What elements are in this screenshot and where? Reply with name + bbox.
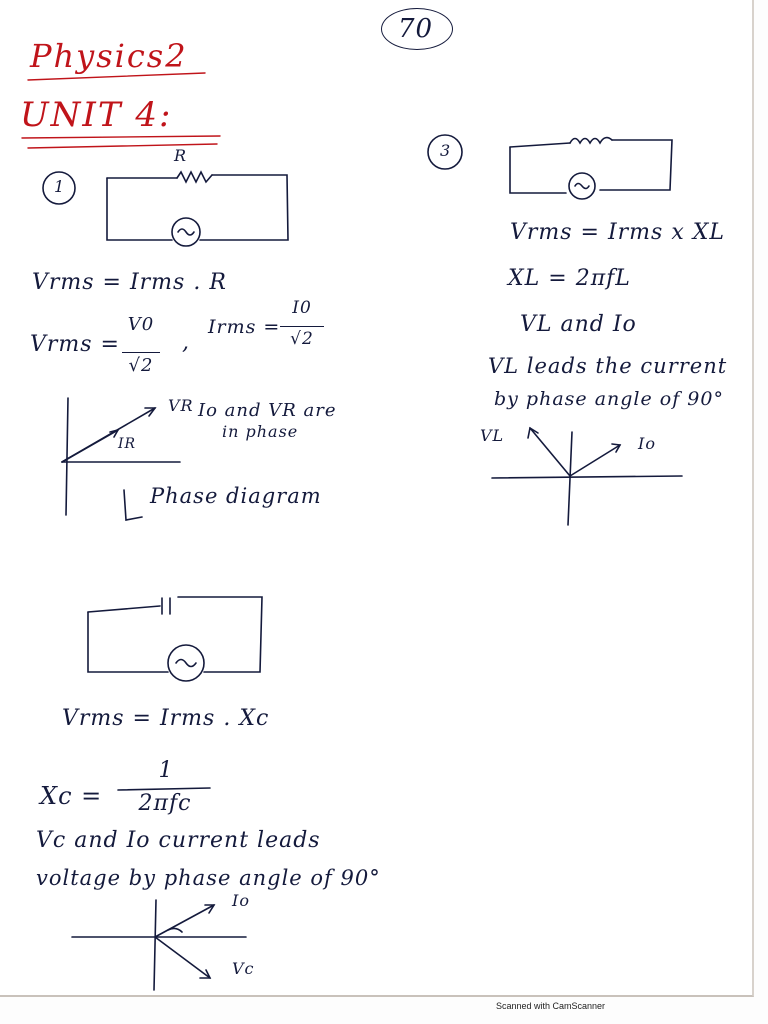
section1-number: 1 — [54, 177, 66, 196]
vrms-lhs: Vrms = — [30, 332, 120, 357]
vc-label: Vc — [232, 959, 255, 978]
irms-lhs: Irms = — [208, 316, 281, 338]
sqrt2-denominator-2: √2 — [280, 326, 324, 348]
v0-numerator: V0 — [127, 314, 155, 335]
eq-separator: , — [182, 330, 190, 355]
sqrt2-denominator: √2 — [122, 352, 160, 375]
scanner-watermark: Scanned with CamScanner — [496, 1001, 606, 1011]
phase-diagram-note: Phase diagram — [150, 484, 322, 508]
resistor-label: R — [174, 146, 188, 165]
title-underline — [28, 73, 205, 80]
unit-underline-1 — [22, 136, 220, 138]
capacitor-text-2: voltage by phase angle of 90° — [36, 866, 381, 890]
capacitor-text-1: Vc and Io current leads — [36, 828, 321, 853]
ir-phasor — [62, 430, 118, 462]
inductor-symbol — [570, 138, 612, 143]
vrms-capacitor-equation: Vrms = Irms . Xc — [62, 706, 270, 731]
io-label-l: Io — [638, 434, 656, 453]
xc-fraction-bar — [118, 788, 210, 790]
arrow-note — [124, 490, 142, 520]
inductor-text-1: VL leads the current — [488, 354, 728, 378]
io-label-c: Io — [232, 891, 250, 910]
vl-phasor — [530, 428, 570, 476]
vl-label: VL — [480, 426, 505, 445]
io-phasor-c — [155, 905, 214, 937]
unit-heading: UNIT 4: — [20, 95, 173, 135]
unit-underline-2 — [28, 144, 217, 148]
capacitor-symbol — [162, 598, 170, 614]
vr-label: VR — [168, 396, 194, 415]
section3-number: 3 — [440, 141, 452, 160]
in-phase-note-1: Io and VR are — [198, 400, 337, 421]
xc-numerator: 1 — [158, 758, 174, 783]
in-phase-note-2: in phase — [222, 422, 299, 441]
phasor-diagram-capacitor — [72, 900, 246, 990]
notes-title: Physics2 — [30, 37, 188, 75]
page-number: 70 — [398, 14, 434, 44]
vrms-resistor-equation: Vrms = Irms . R — [32, 270, 227, 295]
inductor-circuit — [510, 138, 672, 199]
xc-denominator: 2πfc — [138, 791, 192, 816]
xc-lhs: Xc = — [40, 782, 103, 810]
vc-phasor — [155, 937, 210, 978]
io-phasor-l — [570, 445, 620, 476]
vrms-inductor-equation: Vrms = Irms x XL — [510, 220, 725, 245]
inductor-text-2: by phase angle of 90° — [494, 388, 724, 410]
i0-numerator: I0 — [292, 298, 312, 318]
resistor-symbol — [177, 172, 212, 182]
ir-label: IR — [118, 436, 137, 452]
vl-and-io: VL and Io — [520, 312, 637, 337]
capacitor-circuit — [88, 597, 262, 681]
resistor-circuit — [107, 172, 288, 246]
xl-equation: XL = 2πfL — [508, 266, 631, 291]
